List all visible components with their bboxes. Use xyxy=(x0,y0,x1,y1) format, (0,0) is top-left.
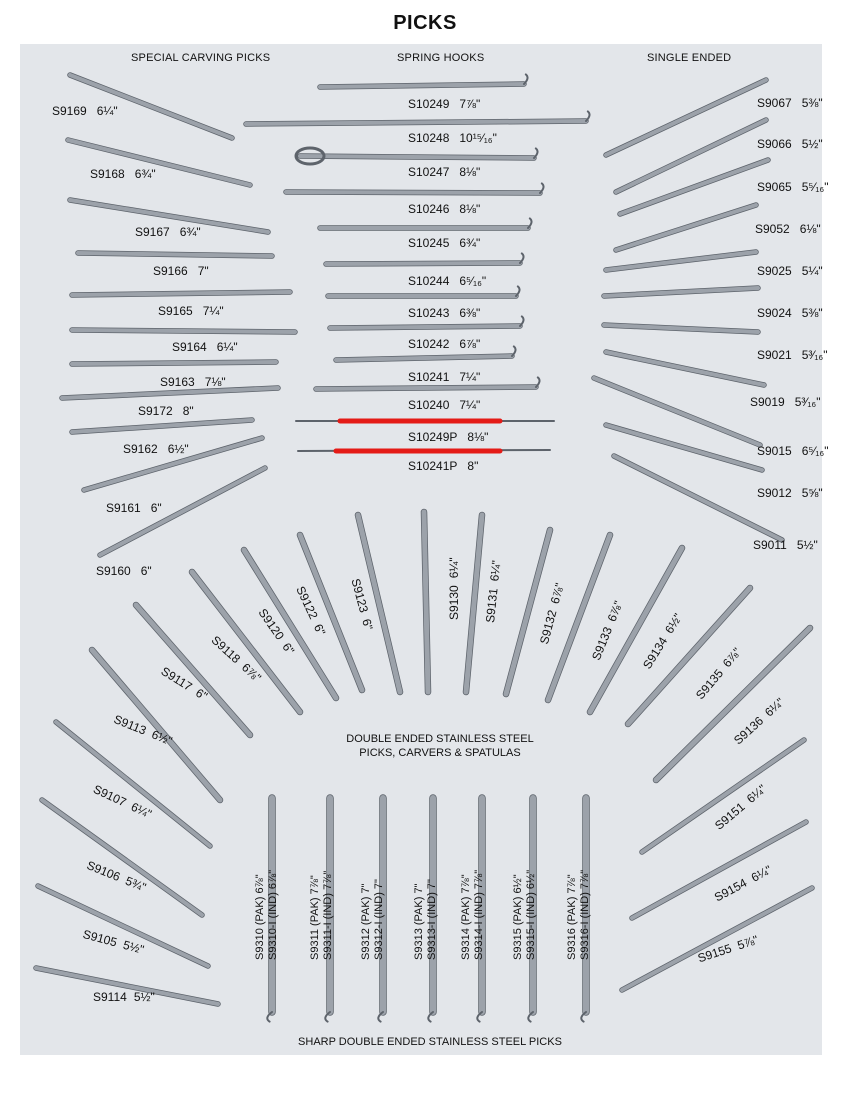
item-label: S9172 8" xyxy=(138,404,194,418)
item-label: S91306¼" xyxy=(447,557,461,620)
item-label: S9105 5½" xyxy=(81,927,146,957)
tool-shaft xyxy=(466,515,482,692)
item-label: S9024 5⅜" xyxy=(757,306,823,320)
item-label: S9314 (PAK) 7⅞" xyxy=(460,874,472,960)
tool-hook xyxy=(267,1012,272,1022)
item-label: S91366¼" xyxy=(731,695,787,748)
item-label: S9155 5⅞" xyxy=(696,932,760,966)
tool-shaft xyxy=(506,530,550,694)
tool-shaft xyxy=(72,420,252,432)
tool-shaft xyxy=(72,330,295,332)
item-label: S9065 5⁵⁄₁₆" xyxy=(757,180,829,194)
tool-shaft xyxy=(330,326,520,328)
tool-shaft xyxy=(72,362,276,364)
item-label: S9161 6" xyxy=(106,501,162,515)
item-label: S9315-I (IND) 6½" xyxy=(525,869,537,960)
item-label: S9164 6¼" xyxy=(172,340,238,354)
tool-shaft xyxy=(606,252,756,270)
item-label: S9019 5³⁄₁₆" xyxy=(750,395,821,409)
item-label: S10245 6¾" xyxy=(408,236,481,250)
tool-hook xyxy=(586,111,590,121)
item-label: S9169 6¼" xyxy=(52,104,118,118)
item-label: S9167 6¾" xyxy=(135,225,201,239)
item-label: S91326⅞" xyxy=(537,581,567,646)
item-label: S91076¼" xyxy=(91,782,154,822)
tool-hook xyxy=(516,286,520,296)
item-label: S9310-I (IND) 6⅞" xyxy=(267,869,279,960)
tool-shaft xyxy=(326,263,520,264)
item-label: S91226" xyxy=(293,584,329,638)
item-label: S9168 6¾" xyxy=(90,167,156,181)
item-label: S9314-I (IND) 7⅞" xyxy=(473,869,485,960)
item-label: S91316¼" xyxy=(483,559,504,624)
item-label: S10248 10¹⁵⁄₁₆" xyxy=(408,131,497,145)
double-ended-caption: DOUBLE ENDED STAINLESS STEEL PICKS, CARVERS & SPATULAS xyxy=(346,733,534,759)
tool-shaft xyxy=(62,388,278,398)
tool-hook xyxy=(512,346,516,356)
item-label: S10249P 8⅛" xyxy=(408,430,489,444)
item-label: S9163 7⅛" xyxy=(160,375,226,389)
item-label: S9313 (PAK) 7" xyxy=(413,883,425,960)
tool-hook xyxy=(325,1012,330,1022)
item-label: S9160 6" xyxy=(96,564,152,578)
item-label: S9066 5½" xyxy=(757,137,823,151)
item-label: S10246 8⅛" xyxy=(408,202,481,216)
item-label: S9015 6⁵⁄₁₆" xyxy=(757,444,829,458)
sharp-picks-caption: SHARP DOUBLE ENDED STAINLESS STEEL PICKS xyxy=(298,1036,562,1048)
tool-hook xyxy=(520,253,524,263)
tool-shaft xyxy=(622,888,812,990)
tool-hook xyxy=(520,316,524,326)
tool-hook xyxy=(536,377,540,387)
tool-hook xyxy=(524,74,528,84)
item-label: S10240 7¼" xyxy=(408,398,481,412)
item-label: S9067 5⅜" xyxy=(757,96,823,110)
section-title-single-ended: SINGLE ENDED xyxy=(647,52,732,64)
tool-shaft xyxy=(594,378,760,445)
item-label: S91136½" xyxy=(111,712,175,749)
tool-shaft xyxy=(616,120,766,192)
item-label: S9312 (PAK) 7" xyxy=(360,883,372,960)
item-label: S10241P 8" xyxy=(408,459,479,473)
item-label: S91065¾" xyxy=(84,858,149,895)
item-label: S9162 6½" xyxy=(123,442,189,456)
item-label: S9315 (PAK) 6½" xyxy=(512,874,524,960)
tool-shaft xyxy=(606,352,764,385)
item-label: S91236" xyxy=(348,577,376,632)
item-label: S91176" xyxy=(158,664,210,704)
item-label: S9052 6⅛" xyxy=(755,222,821,236)
item-label: S10247 8⅛" xyxy=(408,165,481,179)
item-label: S9313-I (IND) 7" xyxy=(426,879,438,960)
item-label: S10243 6⅜" xyxy=(408,306,481,320)
page-title: PICKS xyxy=(393,12,457,34)
item-label: S9166 7" xyxy=(153,264,209,278)
item-label: S10242 6⅞" xyxy=(408,337,481,351)
item-label: S91516¼" xyxy=(712,781,769,833)
tool-hook xyxy=(477,1012,482,1022)
tool-shaft xyxy=(604,288,758,296)
item-label: S91546¼" xyxy=(712,862,774,905)
tool-hook xyxy=(581,1012,586,1022)
tool-shaft xyxy=(300,156,534,158)
tool-hook xyxy=(378,1012,383,1022)
item-label: S9165 7¼" xyxy=(158,304,224,318)
item-label: S91206" xyxy=(255,606,298,658)
tool-hook xyxy=(534,148,538,158)
item-label: S91336⅞" xyxy=(589,598,626,663)
item-label: S9012 5⅝" xyxy=(757,486,823,500)
item-label: S9025 5¼" xyxy=(757,264,823,278)
item-label: S9310 (PAK) 6⅞" xyxy=(254,874,266,960)
item-label: S9311-I (IND) 7⅞" xyxy=(322,870,334,960)
tool-shaft xyxy=(616,205,756,250)
tool-shaft xyxy=(606,80,766,155)
tool-shaft xyxy=(336,356,512,360)
item-label: S91186⅞" xyxy=(208,633,264,685)
tool-hook xyxy=(540,183,544,193)
tool-hook xyxy=(528,218,532,228)
item-label: S91346½" xyxy=(640,610,686,672)
section-title-special-carving: SPECIAL CARVING PICKS xyxy=(131,52,271,64)
tool-hook xyxy=(528,1012,533,1022)
item-label: S9021 5³⁄₁₆" xyxy=(757,348,828,362)
tool-shaft xyxy=(286,192,540,193)
item-label: S9011 5½" xyxy=(753,538,818,552)
section-title-spring-hooks: SPRING HOOKS xyxy=(397,52,485,64)
item-label: S10241 7¼" xyxy=(408,370,481,384)
item-label: S9316-I (IND) 7⅞" xyxy=(579,869,591,960)
item-label: S10244 6⁵⁄₁₆" xyxy=(408,274,487,288)
item-label: S10249 7⅞" xyxy=(408,97,481,111)
tool-shaft xyxy=(316,387,536,389)
item-label: S9114 5½" xyxy=(93,990,155,1004)
item-label: S9312-I (IND) 7" xyxy=(373,879,385,960)
item-label: S9316 (PAK) 7⅞" xyxy=(566,874,578,960)
tool-hook xyxy=(428,1012,433,1022)
item-label: S9311 (PAK) 7⅞" xyxy=(309,875,321,960)
item-label: S91356⅞" xyxy=(693,645,744,702)
